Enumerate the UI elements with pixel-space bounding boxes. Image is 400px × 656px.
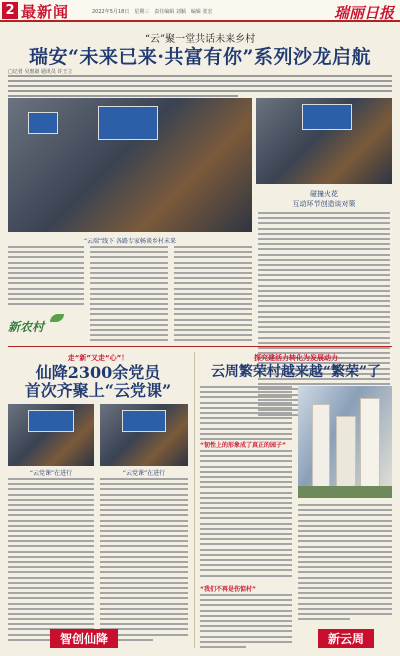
story3-col-1b	[200, 450, 292, 580]
story3-highlight-2: “我们不再是伤惦村”	[200, 586, 256, 593]
newspaper-logo: 瑞丽日报	[333, 4, 394, 22]
brand-label: 新农村	[8, 320, 45, 334]
story3-photo-buildings	[298, 386, 392, 498]
story2-photo-1-caption: “云党课”在进行	[29, 470, 73, 477]
top-story-photo-main	[8, 98, 252, 232]
story3-highlight-1: “韧性上的形象成了真正的园子”	[200, 442, 286, 449]
page-number: 2	[2, 2, 18, 19]
story3-headline: 云周繁荣村越来越“繁荣”了	[210, 364, 382, 380]
story2-photo-1	[8, 404, 94, 466]
story2-photo-2	[100, 404, 188, 466]
top-story-photo-side	[256, 98, 392, 184]
top-story-lead-text	[8, 75, 392, 100]
section-divider	[8, 346, 392, 347]
story2-photo-2-caption: “云党课”在进行	[122, 470, 166, 477]
top-story-byline: □记者 吴惠淑 通讯员 许王立	[8, 69, 73, 75]
story2-footer-tag: 智创仙降	[50, 629, 118, 648]
story3-col-1c	[200, 594, 292, 651]
top-story-photo-side-title: 碰撞火花 互动环节创造谈对策	[292, 190, 356, 208]
top-story-col-3	[174, 246, 252, 345]
top-story-headline: 瑞安“未来已来·共富有你”系列沙龙启航	[29, 46, 371, 68]
story2-col-2	[100, 478, 188, 644]
top-story-col-2	[90, 246, 168, 345]
story3-col-2	[298, 504, 392, 623]
dateline: 2022年5月18日 星期三 责任编辑 刘颖 编辑 张宏	[92, 9, 213, 15]
story3-col-1	[200, 386, 292, 443]
leaf-icon	[50, 314, 64, 322]
story2-kicker: 走“新”又走“心”！	[67, 354, 129, 362]
story3-footer-tag: 新云周	[318, 629, 374, 648]
top-story-col-1	[8, 246, 84, 308]
story2-headline: 仙降2300余党员 首次齐聚上“云党课”	[24, 363, 172, 401]
masthead	[0, 0, 400, 22]
story3-kicker: 探究建活力转化为发展动力	[254, 354, 338, 362]
column-divider	[194, 352, 195, 648]
top-story-photo-main-caption: “云端”线下 各路专家畅谈乡村未来	[83, 238, 177, 245]
story2-col-1	[8, 478, 94, 644]
top-story-kicker: “云”聚一堂共话未来乡村	[144, 34, 256, 45]
section-title: 最新闻	[21, 3, 70, 21]
